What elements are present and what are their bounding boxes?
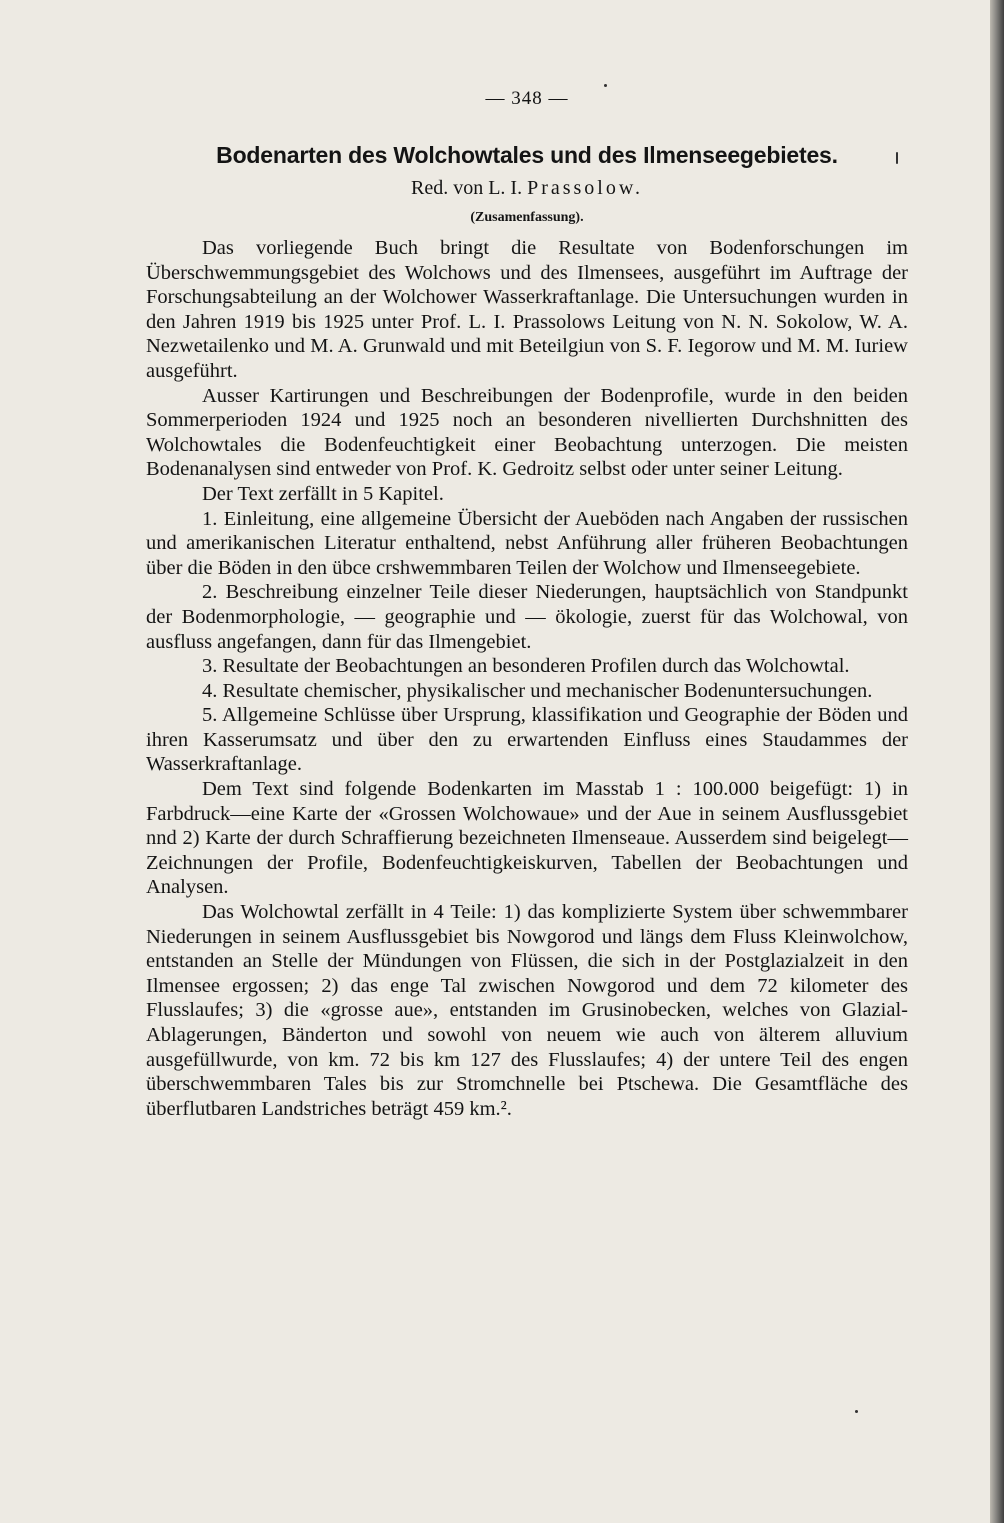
article-title: Bodenarten des Wolchowtales und des Ilmenseegebietes. <box>216 142 838 168</box>
page-content <box>146 88 908 1121</box>
page-number: — 348 — <box>485 88 569 109</box>
paragraph-chapter-5: 5. Allgemeine Schlüsse über Ursprung, klassifikation und Geographie der Böden und ihren Kasserumsatz und über den zu erwartenden Einfluss eines Staudammes der Wasserkraftanlage. <box>146 704 908 776</box>
editor-prefix: Red. von L. I. <box>410 177 523 199</box>
print-mark <box>896 152 898 164</box>
paragraph-methods: Ausser Kartirungen und Beschreibungen der Bodenprofile, wurde in den beiden Sommerperioden 1924 und 1925 noch an besonderen nivellierten Durchshnitten des Wolchowtales die Bodenfeuchtigkeit einer Beobachtung unterzogen. Die meisten Bodenanalysen sind entweder von Prof. K. Gedroitz selbst oder unter seiner Leitung. <box>146 384 908 481</box>
print-speck <box>604 84 607 87</box>
paragraph-chapters-intro: Der Text zerfällt in 5 Kapitel. <box>202 482 444 505</box>
summary-label: (Zusamenfassung). <box>470 210 584 225</box>
print-speck <box>855 1410 858 1413</box>
editor-name: Prassolow. <box>527 177 644 199</box>
paragraph-chapter-1: 1. Einleitung, eine allgemeine Übersicht der Aueböden nach Angaben der russischen und amerikanischen Literatur enthaltend, nebst Anführung aller früheren Beobachtungen über die Böden in den übce crshwemmbaren Teilen der Wolchow und Ilmenseegebiete. <box>146 507 908 579</box>
paragraph-intro: Das vorliegende Buch bringt die Resultate von Bodenforschungen im Überschwemmungsgebiet des Wolchows und des Ilmensees, ausgeführt im Auftrage der Forschungsabteilung an der Wolchower Wasserkraftanlage. Die Untersuchungen wurden in den Jahren 1919 bis 1925 unter Prof. L. I. Prassolows Leitung von N. N. Sokolow, W. A. Nezwetailenko und M. A. Grunwald und mit Beteilgiun von S. F. Iegorow und M. M. Iuriew ausgeführt. <box>146 237 908 382</box>
page-edge-shadow <box>990 0 1004 1523</box>
paragraph-chapter-3: 3. Resultate der Beobachtungen an besonderen Profilen durch das Wolchowtal. <box>202 655 850 678</box>
body-text <box>146 236 908 1121</box>
paragraph-chapter-2: 2. Beschreibung einzelner Teile dieser Niederungen, hauptsächlich von Standpunkt der Bodenmorphologie, — geographie und — ökologie, zuerst für das Wolchowal, von ausfluss angefangen, dann für das Ilmengebiet. <box>146 581 908 653</box>
paragraph-maps: Dem Text sind folgende Bodenkarten im Masstab 1 : 100.000 beigefügt: 1) in Farbdruck—eine Karte der «Grossen Wolchowaue» und der Aue in seinem Ausflussgebiet nnd 2) Karte der durch Schraffierung bezeichneten Ilmenseaue. Ausserdem sind beigelegt—Zeichnungen der Profile, Bodenfeuchtigkeiskurven, Tabellen der Beobachtungen und Analysen. <box>146 778 908 899</box>
editor-line <box>146 174 908 202</box>
paragraph-valley: Das Wolchowtal zerfällt in 4 Teile: 1) das komplizierte System über schwemmbarer Niederungen in seinem Ausflussgebiet bis Nowgorod und längs dem Fluss Kleinwolchow, entstanden an Stelle der Mündungen von Flüssen, die sich in der Postglazialzeit in den Ilmensee ergossen; 2) das enge Tal zwischen Nowgorod und dem 72 kilometer des Flusslaufes; 3) die «grosse aue», entstanden im Grusinobecken, welches von Glazial-Ablagerungen, Bänderton und sowohl von neuem wie auch von älterem alluvium ausgefüllwurde, von km. 72 bis km 127 des Flusslaufes; 4) der untere Teil des engen überschwemmbaren Tales bis zur Stromchnelle bei Ptschewa. Die Gesamtfläche des überflutbaren Landstriches beträgt 459 km.². <box>146 901 908 1120</box>
paragraph-chapter-4: 4. Resultate chemischer, physikalischer und mechanischer Bodenuntersuchungen. <box>202 679 873 702</box>
